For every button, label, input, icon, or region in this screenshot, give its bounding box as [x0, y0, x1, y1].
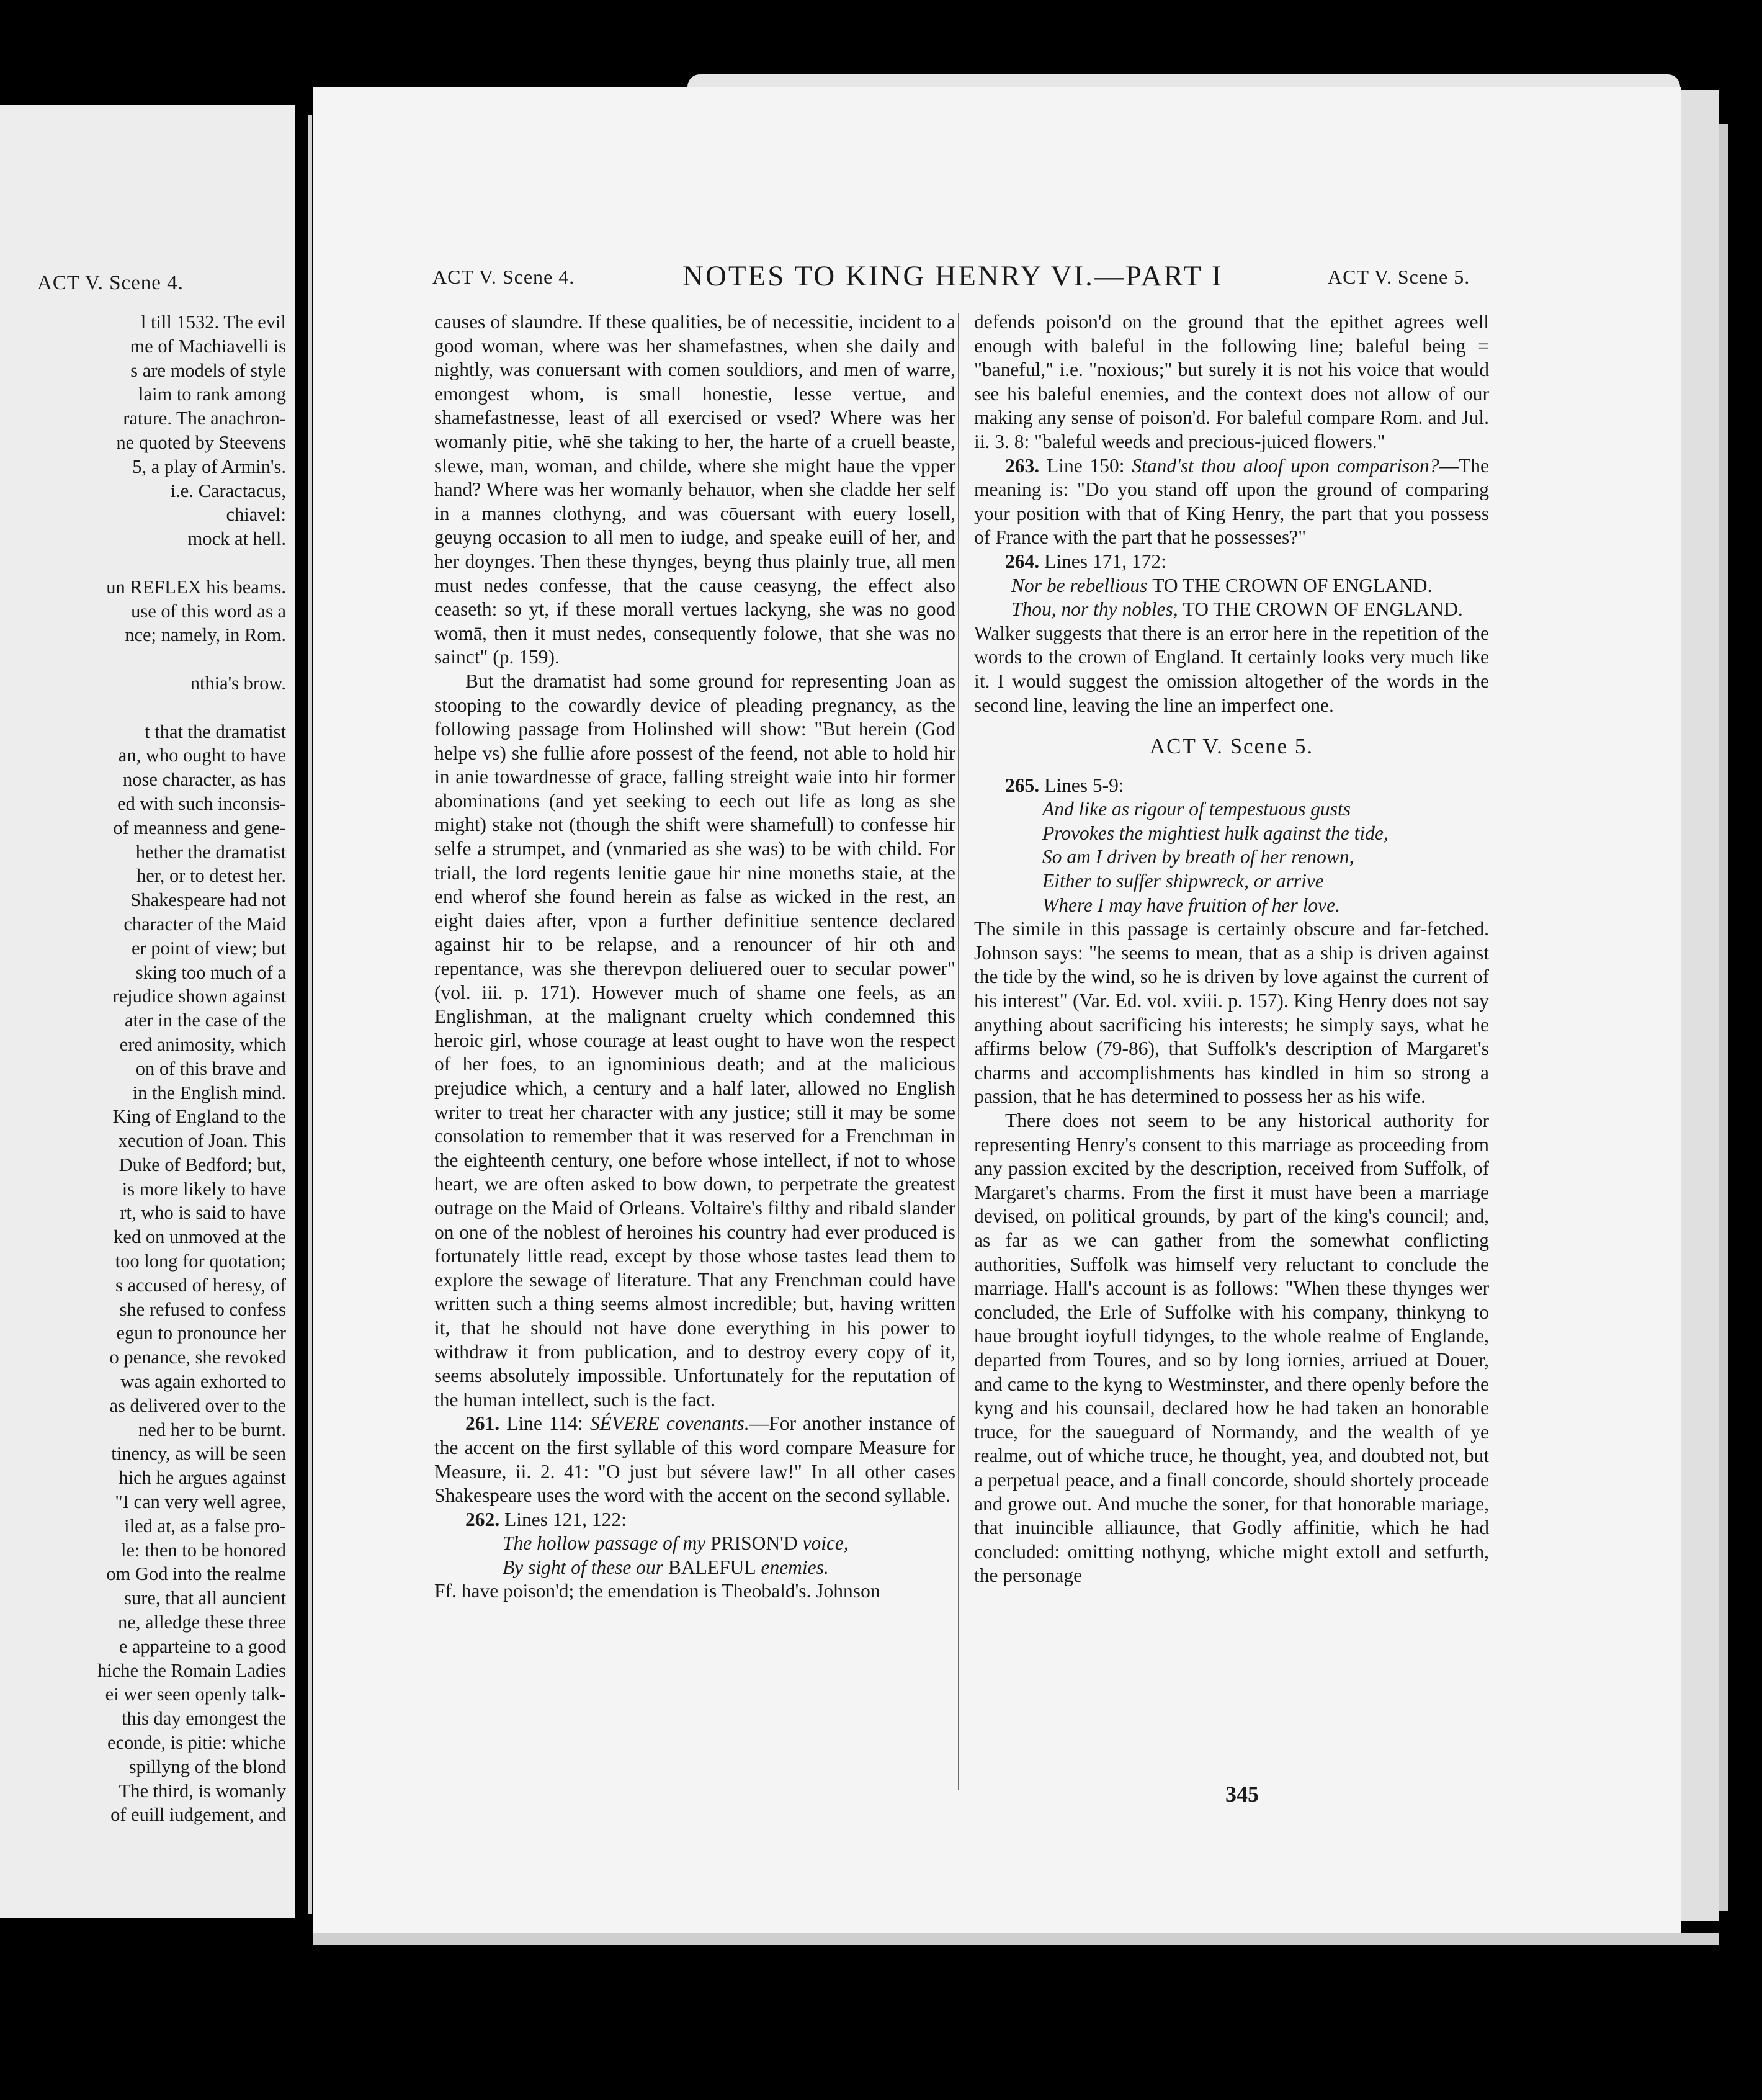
previous-page-line: egun to pronounce her	[116, 1322, 286, 1344]
previous-page-line: l till 1532. The evil	[140, 312, 286, 333]
note-lemma: Stand'st thou aloof upon comparison?	[1132, 454, 1439, 477]
previous-page-line: King of England to the	[112, 1106, 286, 1128]
verse-line: So am I driven by breath of her renown,	[1042, 846, 1354, 868]
previous-page-line: was again exhorted to	[120, 1371, 286, 1393]
note-number: 261.	[465, 1412, 500, 1435]
note-line-ref: Lines 5-9:	[1044, 774, 1124, 796]
page-edge-bottom	[313, 1933, 1719, 1945]
previous-page-line: om God into the realme	[106, 1563, 286, 1585]
previous-page-line: t that the dramatist	[145, 720, 286, 742]
previous-page-line: i.e. Caractacus,	[170, 480, 286, 501]
verse-text: By sight of these our	[503, 1556, 663, 1578]
previous-page-line: iled at, as a false pro-	[124, 1515, 286, 1537]
verse-line: Provokes the mightiest hulk against the tide,	[1042, 822, 1389, 844]
previous-page-line: too long for quotation;	[115, 1250, 286, 1272]
verse-lemma: PRISON'D	[710, 1532, 798, 1555]
running-header-left: ACT V. Scene 4.	[432, 266, 575, 288]
note-262-verse	[434, 1532, 955, 1579]
previous-page-line: mock at hell.	[187, 528, 286, 550]
previous-page-line: character of the Maid	[123, 913, 286, 935]
previous-page-text	[0, 310, 286, 1827]
previous-page-line: nose character, as has	[123, 769, 286, 791]
previous-page-line: hiche the Romain Ladies	[97, 1659, 286, 1681]
note-number: 262.	[465, 1508, 500, 1530]
previous-page-line: 5, a play of Armin's.	[132, 455, 286, 477]
note-262-conclusion: defends poison'd on the ground that the epithet agrees well enough with baleful in the following line; baleful being = "baneful," i.e. "noxious;" but surely it is not his voice that would see his baleful enemies, and the context does not allow of our making any sense of poison'd. For baleful compare Rom. and Jul. ii. 3. 8: "baleful weeds and precious-juiced flowers."	[974, 311, 1489, 452]
page-edge-right-shadow	[1719, 124, 1728, 1911]
paragraph-holinshed-quote-end: causes of slaundre. If these qualities, be of necessitie, incident to a good woman, where was her shamefastnes, when she daily and nightly, was conuersant with comen souldiors, and men of warre, emongest whom, is small honestie, lesse vertue, and shamefastnesse, least of all exercised or vsed? Where was her womanly pitie, whē she taking to her, the harte of a cruell beaste, slewe, man, woman, and childe, where she might haue the vpper hand? Where was her womanly behauor, when she cladde her self in a mannes clothyng, and was cōuersant with euery losell, geuyng occasion to all men to iudge, and speake euill of her, and her doynges. Then these thynges, beyng thus plainly true, all men must nedes confesse, that the cause ceasyng, the effect also ceaseth: so yt, if these morall vertues lackyng, she was no good womā, then it must nedes, consequently folowe, that she was no sainct" (p. 159).	[434, 311, 955, 668]
note-264	[974, 550, 1489, 574]
previous-page-line: spillyng of the blond	[128, 1756, 286, 1777]
previous-page	[0, 105, 295, 1918]
note-265	[974, 774, 1489, 798]
verse-line: Where I may have fruition of her love.	[1042, 894, 1340, 916]
verse-text: Nor be rebellious	[1011, 574, 1148, 596]
previous-page-line: ned her to be burnt.	[138, 1419, 286, 1440]
note-262-continuation: Ff. have poison'd; the emendation is Theobald's. Johnson	[434, 1580, 880, 1602]
right-column	[974, 310, 1489, 1588]
note-262	[434, 1508, 955, 1532]
scene-heading: ACT V. Scene 5.	[1149, 734, 1314, 759]
running-header-title: NOTES TO KING HENRY VI.—PART I	[682, 260, 1223, 292]
previous-page-line: o penance, she revoked	[109, 1347, 286, 1368]
note-number: 264.	[1005, 550, 1040, 572]
previous-page-line: un REFLEX his beams.	[106, 576, 286, 598]
previous-page-line: as delivered over to the	[109, 1394, 286, 1416]
previous-page-line: is more likely to have	[122, 1178, 286, 1200]
previous-page-line: sure, that all auncient	[124, 1587, 286, 1609]
running-header-right: ACT V. Scene 5.	[1328, 266, 1470, 288]
note-263	[974, 454, 1489, 550]
paragraph-historical-authority: There does not seem to be any historical authority for representing Henry's consent to this marriage as proceeding from any passion excited by the description, received from Suffolk, of Margaret's charms. From the first it must have been a marriage devised, on political grounds, by part of the king's council; and, as far as we can gather from the somewhat conflicting authorities, Suffolk was himself very reluctant to conclude the marriage. Hall's account is as follows: "When these thynges wer concluded, the Erle of Suffolke with his company, thinkyng to haue brought ioyfull tidynges, to the whole realme of Englande, departed from Toures, and so by long iornies, arriued at Douer, and came to the kyng to Westminster, and there openly before the kyng and his counsail, declared how he had taken an honorable truce, for the saueguard of Normandy, and the wealth of ye realme, out of whiche truce, he thought, yea, and doubted not, but a perpetual peace, and a finall concorde, should shortely proceade and growe out. And muche the soner, for that honorable mariage, that inuincible alliaunce, that Godly affinitie, which he had concluded: omitting nothyng, whiche might extoll and setfurth, the personage	[974, 1110, 1489, 1587]
previous-page-line: rejudice shown against	[112, 985, 286, 1007]
previous-page-line: econde, is pitie: whiche	[107, 1732, 286, 1754]
note-number: 265.	[1005, 774, 1040, 796]
previous-page-line	[0, 551, 286, 575]
previous-page-line: le: then to be honored	[121, 1539, 286, 1561]
column-divider	[958, 313, 959, 1790]
note-lemma: SÉVERE covenants.	[589, 1412, 749, 1435]
previous-page-line: in the English mind.	[132, 1082, 286, 1103]
previous-page-line: rature. The anachron-	[123, 408, 286, 429]
note-line-ref: Line 150:	[1046, 454, 1125, 477]
note-body: —The meaning is: "Do you stand off upon the ground of comparing your position with that of King Henry, the part that you possess of France with the part that he possesses?"	[974, 454, 1489, 549]
note-264-verse	[974, 574, 1489, 622]
page-number: 345	[1225, 1782, 1259, 1806]
previous-page-line: this day emongest the	[121, 1708, 286, 1730]
previous-page-line: "I can very well agree,	[115, 1491, 286, 1513]
page-edge-right	[1681, 90, 1719, 1921]
note-number: 263.	[1005, 454, 1040, 477]
verse-lemma: BALEFUL	[668, 1556, 756, 1578]
previous-page-line: nce; namely, in Rom.	[125, 624, 286, 646]
previous-page-line: her, or to detest her.	[136, 865, 286, 887]
left-column	[434, 310, 955, 1604]
previous-page-line: ater in the case of the	[125, 1010, 286, 1031]
verse-text: The hollow passage of my	[503, 1532, 706, 1555]
previous-page-line: er point of view; but	[131, 937, 286, 959]
previous-page-line: hich he argues against	[119, 1467, 286, 1489]
verse-text: Thou, nor thy nobles,	[1011, 598, 1178, 621]
previous-page-header: ACT V. Scene 4.	[37, 272, 184, 294]
note-261	[434, 1412, 955, 1507]
previous-page-line: ei wer seen openly talk-	[105, 1684, 286, 1705]
previous-page-line: she refused to confess	[119, 1298, 286, 1320]
previous-page-line: me of Machiavelli is	[130, 335, 286, 357]
previous-page-line	[0, 696, 286, 720]
previous-page-line: on of this brave and	[135, 1057, 286, 1079]
verse-text: enemies.	[761, 1556, 829, 1578]
note-body: —For another instance of the accent on the first syllable of this word compare Measure for Measure, ii. 2. 41: "O just but sévere law!" In all other cases Shakespeare uses the word with the accent on the second syllable.	[434, 1412, 956, 1507]
paragraph-simile: The simile in this passage is certainly obscure and far-fetched. Johnson says: "he seems to mean, that as a ship is driven against the tide by the wind, so he is driven by love against the current of his interest" (Var. Ed. vol. xviii. p. 157). King Henry does not say anything about sacrificing his interests; he simply says, what he affirms below (79-86), that Suffolk's description of Margaret's charms and accomplishments has kindled in him so strong a passion, that he has determined to possess her as his wife.	[974, 918, 1489, 1108]
previous-page-line: of meanness and gene-	[113, 817, 286, 838]
previous-page-line: of euill iudgement, and	[110, 1804, 286, 1826]
previous-page-line: chiavel:	[226, 504, 286, 526]
previous-page-line: ered animosity, which	[119, 1033, 286, 1055]
verse-lemma: TO THE CROWN OF ENGLAND.	[1152, 574, 1433, 596]
previous-page-line: ked on unmoved at the	[114, 1226, 286, 1248]
previous-page-line: hether the dramatist	[135, 841, 286, 863]
previous-page-line: nthia's brow.	[190, 672, 286, 694]
previous-page-line: Shakespeare had not	[130, 889, 286, 911]
previous-page-line: Duke of Bedford; but,	[119, 1154, 286, 1175]
previous-page-line: The third, is womanly	[119, 1780, 286, 1802]
previous-page-line: s accused of heresy, of	[115, 1274, 286, 1296]
verse-line: And like as rigour of tempestuous gusts	[1042, 798, 1351, 820]
previous-page-line	[0, 647, 286, 671]
verse-text: voice,	[802, 1532, 849, 1555]
previous-page-line: xecution of Joan. This	[118, 1130, 286, 1152]
previous-page-line: use of this word as a	[131, 600, 286, 622]
book-gutter	[308, 115, 312, 1914]
note-line-ref: Lines 171, 172:	[1044, 550, 1166, 572]
previous-page-line: e apparteine to a good	[119, 1635, 286, 1657]
previous-page-line: an, who ought to have	[118, 745, 286, 766]
previous-page-line: ne, alledge these three	[118, 1612, 286, 1633]
previous-page-line: ed with such inconsis-	[117, 792, 286, 814]
verse-lemma: TO THE CROWN OF ENGLAND.	[1183, 598, 1463, 621]
note-line-ref: Lines 121, 122:	[504, 1508, 627, 1530]
previous-page-line: s are models of style	[130, 359, 286, 381]
note-line-ref: Line 114:	[506, 1412, 583, 1435]
note-265-verse	[974, 797, 1489, 917]
previous-page-line: laim to rank among	[138, 384, 286, 405]
previous-page-line: ne quoted by Steevens	[116, 431, 286, 453]
previous-page-line: tinency, as will be seen	[111, 1443, 286, 1465]
verse-line: Either to suffer shipwreck, or arrive	[1042, 870, 1324, 892]
paragraph-dramatist-ground: But the dramatist had some ground for representing Joan as stooping to the cowardly device of pleading pregnancy, as the following passage from Holinshed will show: "But herein (God helpe vs) she fullie afore possest of the feend, not able to hold hir in anie towardnesse of grace, falling streight waie into hir former abominations (and yet seeking to eech out life as long as she might) stake not (though the shift were shamefull) to confesse hir selfe a strumpet, and (vnmaried as she was) to be with child. For triall, the lord regents lenitie gaue hir nine moneths staie, at the end wherof she found herein as false as wicked in the rest, an eight daies after, vpon a further definitiue sentence declared against hir to be relapse, and a renouncer of hir oth and repentance, was she therevpon deliuered ouer to secular power" (vol. iii. p. 171). However much of shame one feels, as an Englishman, at the malignant cruelty which condemned this heroic girl, whose courage at least ought to have won the respect of her foes, to an ignominious death; and at the malicious prejudice which, a century and a half later, allowed no English writer to treat her character with any justice; still it may be some consolation to remember that it was reserved for a Frenchman in the eighteenth century, one before whose intellect, if not to whose heart, we are often asked to bow down, to perpetrate the greatest outrage on the Maid of Orleans. Voltaire's filthy and ribald slander on one of the noblest of heroines his country had ever produced is fortunately little read, except by those whose tastes lead them to explore the sewage of literature. That any Frenchman could have written such a thing seems almost incredible; but, having written it, that he should not have done everything in his power to withdraw it from publication, and to destroy every copy of it, seems absolutely impossible. Unfortunately for the reputation of the human intellect, such is the fact.	[434, 670, 955, 1411]
previous-page-line: sking too much of a	[135, 961, 286, 983]
previous-page-line: rt, who is said to have	[120, 1202, 286, 1224]
note-264-body: Walker suggests that there is an error here in the repetition of the words to the crown of England. It certainly looks very much like it. I would suggest the omission altogether of the words in the second line, leaving the line an imperfect one.	[974, 622, 1489, 716]
